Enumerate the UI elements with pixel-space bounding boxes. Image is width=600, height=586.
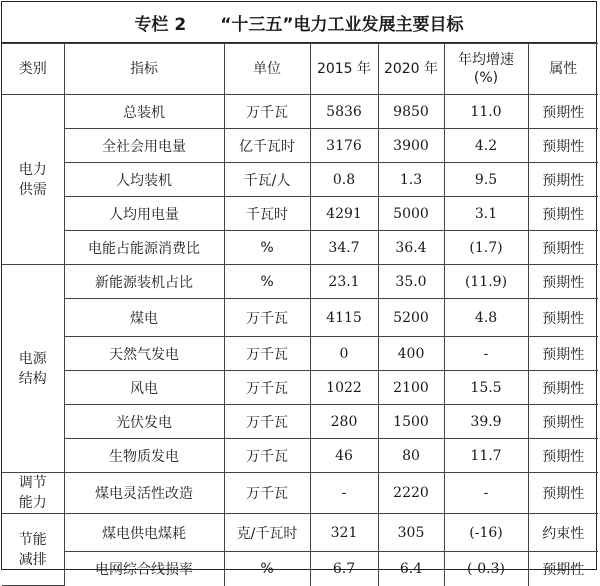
indicator-cell: 煤电 — [64, 299, 224, 337]
growth-cell: 39.9 — [444, 405, 528, 439]
value-2020-cell: 2100 — [378, 371, 444, 405]
table-row — [2, 231, 598, 265]
attribute-cell: 预期性 — [528, 163, 598, 197]
unit-cell: 万千瓦 — [224, 405, 310, 439]
attribute-cell: 预期性 — [528, 95, 598, 129]
unit-cell: 万千瓦 — [224, 439, 310, 473]
value-2020-cell: 1500 — [378, 405, 444, 439]
growth-cell: (1.7) — [444, 231, 528, 265]
unit-cell: 万千瓦 — [224, 337, 310, 371]
unit-cell: 亿千瓦时 — [224, 129, 310, 163]
table-row — [2, 129, 598, 163]
attribute-cell: 预期性 — [528, 231, 598, 265]
value-2015-cell: 4291 — [310, 197, 378, 231]
category-line2: 能力 — [18, 495, 47, 511]
value-2015-cell: 4115 — [310, 299, 378, 337]
indicator-cell: 全社会用电量 — [64, 129, 224, 163]
indicator-cell: 天然气发电 — [64, 337, 224, 371]
table-row — [2, 265, 598, 299]
indicator-cell: 人均用电量 — [64, 197, 224, 231]
category-line1: 节能 — [18, 531, 47, 548]
table-row — [2, 514, 598, 552]
value-2020-cell: 5000 — [378, 197, 444, 231]
header-growth-line1: 年均增速 — [458, 52, 514, 68]
table-row — [2, 163, 598, 197]
indicator-cell: 总装机 — [64, 95, 224, 129]
value-2020-cell: 1.3 — [378, 163, 444, 197]
value-2015-cell: - — [310, 473, 378, 514]
category-line2: 供需 — [18, 181, 47, 198]
value-2015-cell: 5836 — [310, 95, 378, 129]
unit-cell: % — [224, 231, 310, 265]
header-2015: 2015 年 — [310, 44, 378, 95]
unit-cell: 万千瓦 — [224, 473, 310, 514]
attribute-cell: 预期性 — [528, 439, 598, 473]
unit-cell: 万千瓦 — [224, 95, 310, 129]
table-row — [2, 552, 598, 586]
targets-table — [2, 43, 598, 586]
header-2020: 2020 年 — [378, 44, 444, 95]
unit-cell: 克/千瓦时 — [224, 514, 310, 552]
header-indicator: 指标 — [64, 44, 224, 95]
value-2015-cell: 0.8 — [310, 163, 378, 197]
value-2020-cell: 36.4 — [378, 231, 444, 265]
unit-cell: 千瓦时 — [224, 197, 310, 231]
targets-table-panel — [1, 1, 597, 578]
attribute-cell: 预期性 — [528, 129, 598, 163]
header-attribute: 属性 — [528, 44, 598, 95]
growth-cell: (11.9) — [444, 265, 528, 299]
value-2015-cell: 23.1 — [310, 265, 378, 299]
header-growth — [444, 44, 528, 95]
header-unit: 单位 — [224, 44, 310, 95]
table-row — [2, 439, 598, 473]
value-2015-cell: 0 — [310, 337, 378, 371]
indicator-cell: 新能源装机占比 — [64, 265, 224, 299]
attribute-cell: 预期性 — [528, 405, 598, 439]
value-2020-cell: 5200 — [378, 299, 444, 337]
unit-cell: 千瓦/人 — [224, 163, 310, 197]
category-line2: 减排 — [18, 551, 47, 568]
indicator-cell: 电能占能源消费比 — [64, 231, 224, 265]
caption-title: “十三五”电力工业发展主要目标 — [220, 14, 464, 35]
category-cell — [2, 473, 64, 514]
value-2015-cell: 280 — [310, 405, 378, 439]
caption-label: 专栏 2 — [134, 14, 187, 35]
header-category: 类别 — [2, 44, 64, 95]
value-2020-cell: 3900 — [378, 129, 444, 163]
category-line1: 电源 — [18, 350, 47, 367]
attribute-cell: 预期性 — [528, 473, 598, 514]
value-2015-cell: 3176 — [310, 129, 378, 163]
growth-cell: 4.2 — [444, 129, 528, 163]
value-2015-cell: 321 — [310, 514, 378, 552]
growth-cell: 11.7 — [444, 439, 528, 473]
value-2015-cell: 6.7 — [310, 552, 378, 586]
value-2020-cell: 400 — [378, 337, 444, 371]
growth-cell: 4.8 — [444, 299, 528, 337]
attribute-cell: 预期性 — [528, 197, 598, 231]
category-cell — [2, 95, 64, 265]
attribute-cell: 预期性 — [528, 299, 598, 337]
table-row — [2, 197, 598, 231]
indicator-cell: 煤电供电煤耗 — [64, 514, 224, 552]
table-body — [2, 95, 598, 586]
indicator-cell: 光伏发电 — [64, 405, 224, 439]
category-line2: 结构 — [18, 370, 47, 387]
value-2020-cell: 2220 — [378, 473, 444, 514]
growth-cell: 3.1 — [444, 197, 528, 231]
value-2015-cell: 46 — [310, 439, 378, 473]
table-row — [2, 95, 598, 129]
unit-cell: % — [224, 552, 310, 586]
unit-cell: % — [224, 265, 310, 299]
unit-cell: 万千瓦 — [224, 371, 310, 405]
growth-cell: 11.0 — [444, 95, 528, 129]
table-row — [2, 337, 598, 371]
header-row — [2, 44, 598, 95]
value-2020-cell: 6.4 — [378, 552, 444, 586]
attribute-cell: 预期性 — [528, 371, 598, 405]
growth-cell: - — [444, 473, 528, 514]
value-2020-cell: 35.0 — [378, 265, 444, 299]
indicator-cell: 风电 — [64, 371, 224, 405]
indicator-cell: 煤电灵活性改造 — [64, 473, 224, 514]
category-cell — [2, 265, 64, 473]
value-2015-cell: 34.7 — [310, 231, 378, 265]
attribute-cell: 预期性 — [528, 265, 598, 299]
growth-cell: - — [444, 337, 528, 371]
table-row — [2, 299, 598, 337]
unit-cell: 万千瓦 — [224, 299, 310, 337]
value-2020-cell: 9850 — [378, 95, 444, 129]
category-line1: 电力 — [18, 161, 47, 178]
table-caption — [2, 2, 596, 43]
indicator-cell: 人均装机 — [64, 163, 224, 197]
table-row — [2, 405, 598, 439]
growth-cell: 9.5 — [444, 163, 528, 197]
table-row — [2, 371, 598, 405]
header-growth-line2: (%) — [473, 70, 499, 86]
category-cell — [2, 514, 64, 586]
table-row — [2, 473, 598, 514]
indicator-cell: 生物质发电 — [64, 439, 224, 473]
growth-cell: 15.5 — [444, 371, 528, 405]
attribute-cell: 预期性 — [528, 552, 598, 586]
indicator-cell: 电网综合线损率 — [64, 552, 224, 586]
growth-cell: (-16) — [444, 514, 528, 552]
growth-cell: (-0.3) — [444, 552, 528, 586]
value-2020-cell: 80 — [378, 439, 444, 473]
category-line1: 调节 — [18, 475, 47, 491]
attribute-cell: 约束性 — [528, 514, 598, 552]
value-2015-cell: 1022 — [310, 371, 378, 405]
value-2020-cell: 305 — [378, 514, 444, 552]
attribute-cell: 预期性 — [528, 337, 598, 371]
